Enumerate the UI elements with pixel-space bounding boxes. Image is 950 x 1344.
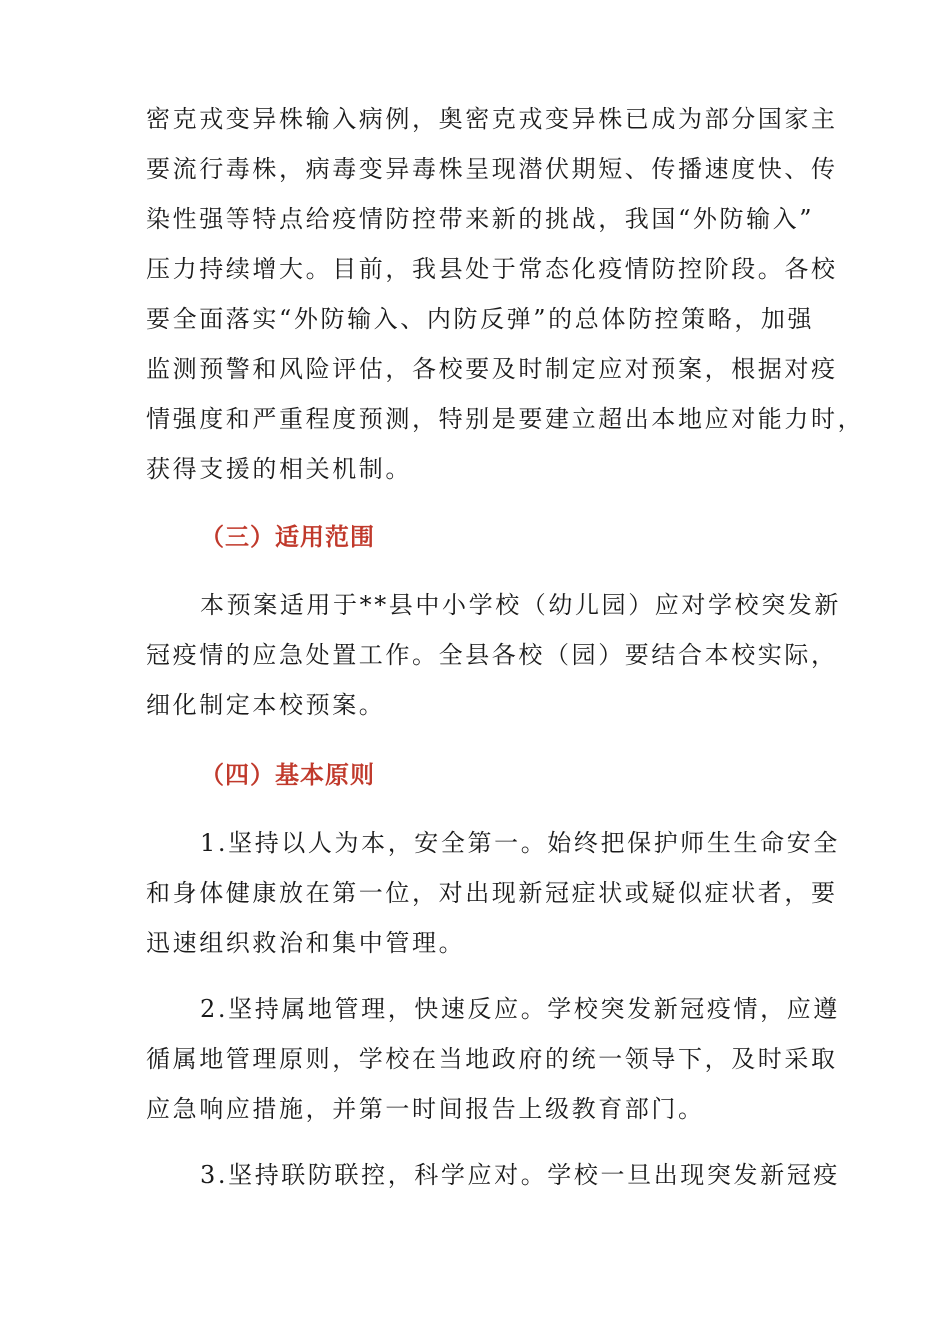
paragraph-line: 1.坚持以人为本，安全第一。始终把保护师生生命安全	[200, 829, 840, 857]
paragraph-line: 2.坚持属地管理，快速反应。学校突发新冠疫情，应遵	[200, 995, 840, 1023]
paragraph-line: 循属地管理原则，学校在当地政府的统一领导下，及时采取	[146, 1045, 838, 1073]
section-heading-principles: （四）基本原则	[200, 761, 375, 789]
paragraph-line: 应急响应措施，并第一时间报告上级教育部门。	[146, 1095, 705, 1123]
paragraph-line: 本预案适用于**县中小学校（幼儿园）应对学校突发新	[200, 591, 841, 619]
paragraph-line: 冠疫情的应急处置工作。全县各校（园）要结合本校实际，	[146, 641, 838, 669]
paragraph-line: 监测预警和风险评估，各校要及时制定应对预案，根据对疫	[146, 355, 838, 383]
paragraph-line: 密克戎变异株输入病例，奥密克戎变异株已成为部分国家主	[146, 105, 838, 133]
paragraph-line: 染性强等特点给疫情防控带来新的挑战，我国“外防输入”	[146, 205, 815, 233]
section-heading-scope: （三）适用范围	[200, 523, 375, 551]
paragraph-line: 情强度和严重程度预测，特别是要建立超出本地应对能力时，	[146, 405, 865, 433]
paragraph-line: 要流行毒株，病毒变异毒株呈现潜伏期短、传播速度快、传	[146, 155, 838, 183]
paragraph-line: 要全面落实“外防输入、内防反弹”的总体防控策略，加强	[146, 305, 815, 333]
paragraph-line: 细化制定本校预案。	[146, 691, 386, 719]
paragraph-line: 压力持续增大。目前，我县处于常态化疫情防控阶段。各校	[146, 255, 838, 283]
paragraph-line: 和身体健康放在第一位，对出现新冠症状或疑似症状者，要	[146, 879, 838, 907]
paragraph-line: 迅速组织救治和集中管理。	[146, 929, 466, 957]
paragraph-line: 3.坚持联防联控，科学应对。学校一旦出现突发新冠疫	[200, 1161, 840, 1189]
paragraph-line: 获得支援的相关机制。	[146, 455, 412, 483]
